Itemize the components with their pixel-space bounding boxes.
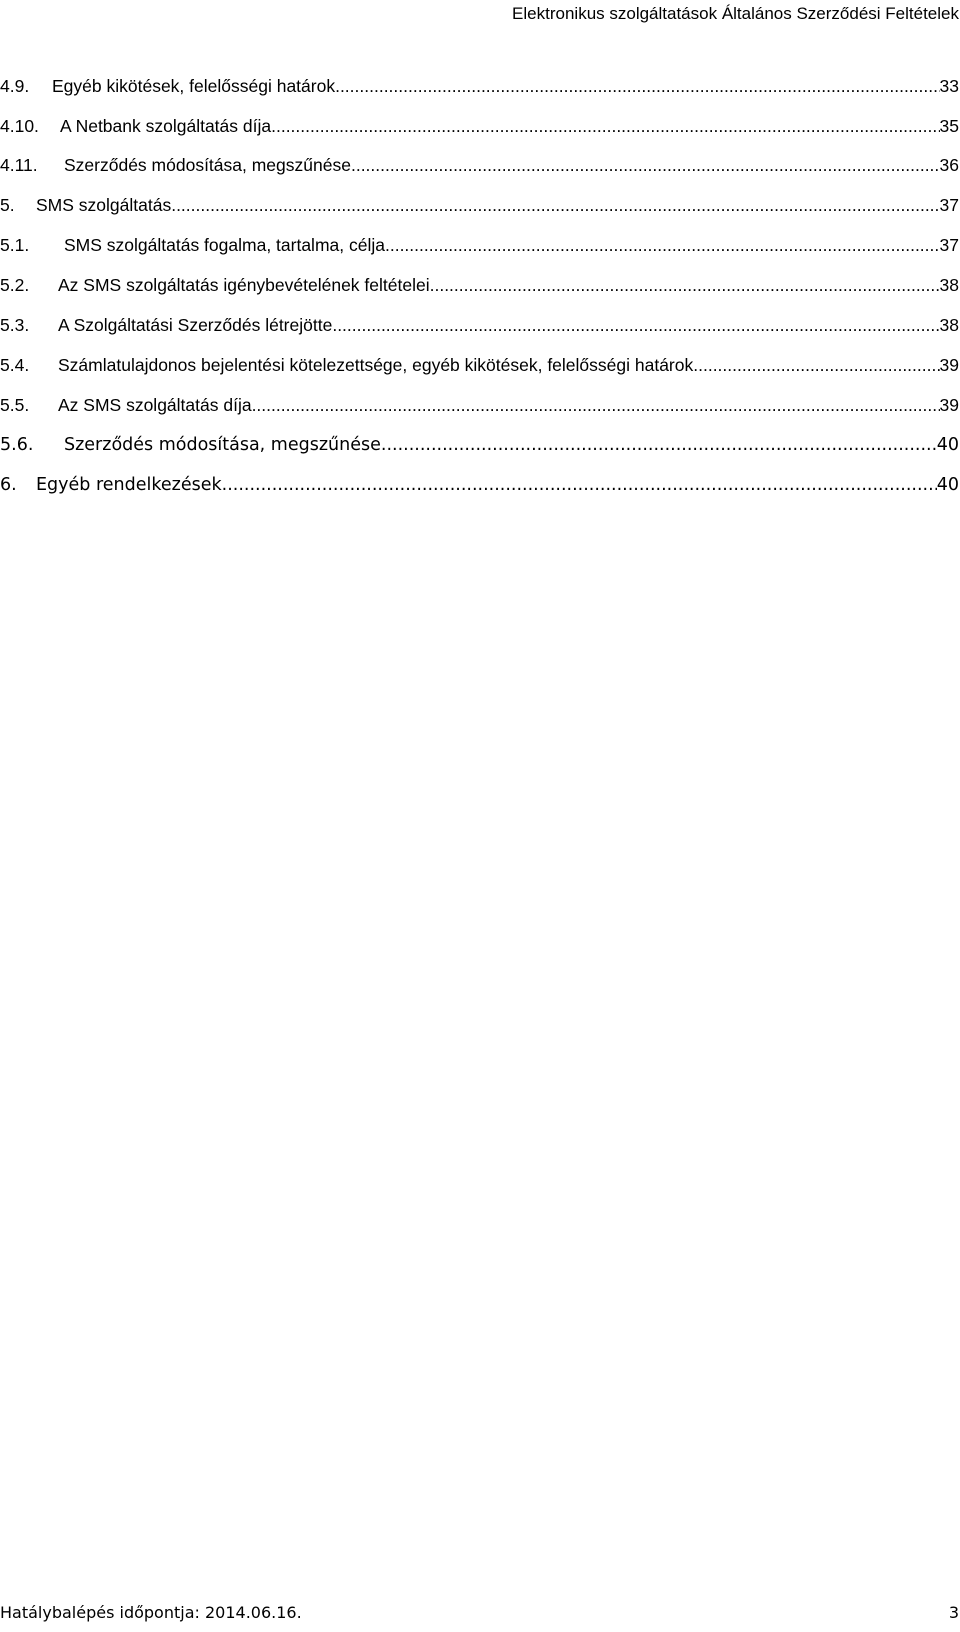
toc-entry-title: A Netbank szolgáltatás díja	[60, 116, 272, 136]
toc-entry-title: Az SMS szolgáltatás díja	[58, 395, 252, 415]
toc-entry-number: 5.	[0, 195, 15, 215]
toc-entry-page: 38	[939, 275, 959, 295]
toc-dot-leader	[222, 472, 937, 498]
toc-dot-leader	[171, 192, 939, 218]
toc-entry-title: Egyéb kikötések, felelősségi határok	[52, 76, 336, 96]
toc-entry-number: 6.	[0, 475, 17, 495]
toc-entry-page: 35	[939, 116, 959, 136]
toc-entry-number: 4.11.	[0, 155, 38, 175]
toc-dot-leader	[430, 272, 940, 298]
toc-entry-page: 37	[939, 235, 959, 255]
toc-entry-page: 36	[939, 155, 959, 175]
toc-entry-number: 5.1.	[0, 235, 30, 255]
toc-entry-number: 5.6.	[0, 435, 34, 455]
toc-entry-5-5[interactable]	[0, 392, 959, 418]
toc-entry-5-2[interactable]	[0, 272, 959, 298]
toc-entry-5[interactable]	[0, 192, 959, 218]
toc-entry-page: 38	[939, 315, 959, 335]
toc-entry-page: 40	[936, 475, 959, 495]
toc-dot-leader	[351, 152, 940, 178]
toc-entry-5-4[interactable]	[0, 352, 959, 378]
toc-entry-page: 39	[939, 395, 959, 415]
toc-entry-5-1[interactable]	[0, 232, 959, 258]
page-number: 3	[948, 1603, 959, 1622]
toc-entry-title: Az SMS szolgáltatás igénybevételének feltételei	[58, 275, 430, 295]
toc-entry-number: 5.4.	[0, 355, 30, 375]
toc-dot-leader	[693, 352, 939, 378]
toc-entry-number: 4.9.	[0, 76, 30, 96]
toc-dot-leader	[381, 432, 937, 458]
toc-entry-number: 5.2.	[0, 275, 30, 295]
toc-dot-leader	[385, 232, 940, 258]
page-header-title: Elektronikus szolgáltatások Általános Szerződési Feltételek	[512, 4, 959, 23]
toc-entry-number: 4.10.	[0, 116, 39, 136]
toc-entry-title: A Szolgáltatási Szerződés létrejötte	[58, 315, 333, 335]
toc-entry-4-9[interactable]	[0, 73, 959, 99]
toc-entry-4-11[interactable]	[0, 152, 959, 178]
toc-entry-title: Egyéb rendelkezések	[36, 475, 222, 495]
toc-entry-6[interactable]	[0, 472, 959, 498]
toc-entry-page: 33	[939, 76, 959, 96]
toc-entry-title: SMS szolgáltatás	[36, 195, 172, 215]
toc-entry-4-10[interactable]	[0, 113, 959, 139]
toc-entry-title: Szerződés módosítása, megszűnése	[64, 155, 351, 175]
toc-entry-title: Számlatulajdonos bejelentési kötelezettsége, egyéb kikötések, felelősségi határok	[58, 355, 694, 375]
page-footer	[0, 1602, 959, 1624]
toc-entry-number: 5.3.	[0, 315, 30, 335]
toc-entry-title: Szerződés módosítása, megszűnése	[64, 435, 381, 455]
toc-entry-number: 5.5.	[0, 395, 30, 415]
toc-entry-5-6[interactable]	[0, 432, 959, 458]
toc-entry-page: 37	[939, 195, 959, 215]
effective-date: Hatálybalépés időpontja: 2014.06.16.	[0, 1603, 302, 1622]
toc-entry-page: 40	[936, 435, 959, 455]
toc-entry-title: SMS szolgáltatás fogalma, tartalma, célja	[64, 235, 385, 255]
toc-dot-leader	[271, 113, 939, 139]
toc-dot-leader	[252, 392, 940, 418]
toc-entry-page: 39	[939, 355, 959, 375]
toc-dot-leader	[335, 73, 939, 99]
toc-dot-leader	[332, 312, 939, 338]
toc-entry-5-3[interactable]	[0, 312, 959, 338]
